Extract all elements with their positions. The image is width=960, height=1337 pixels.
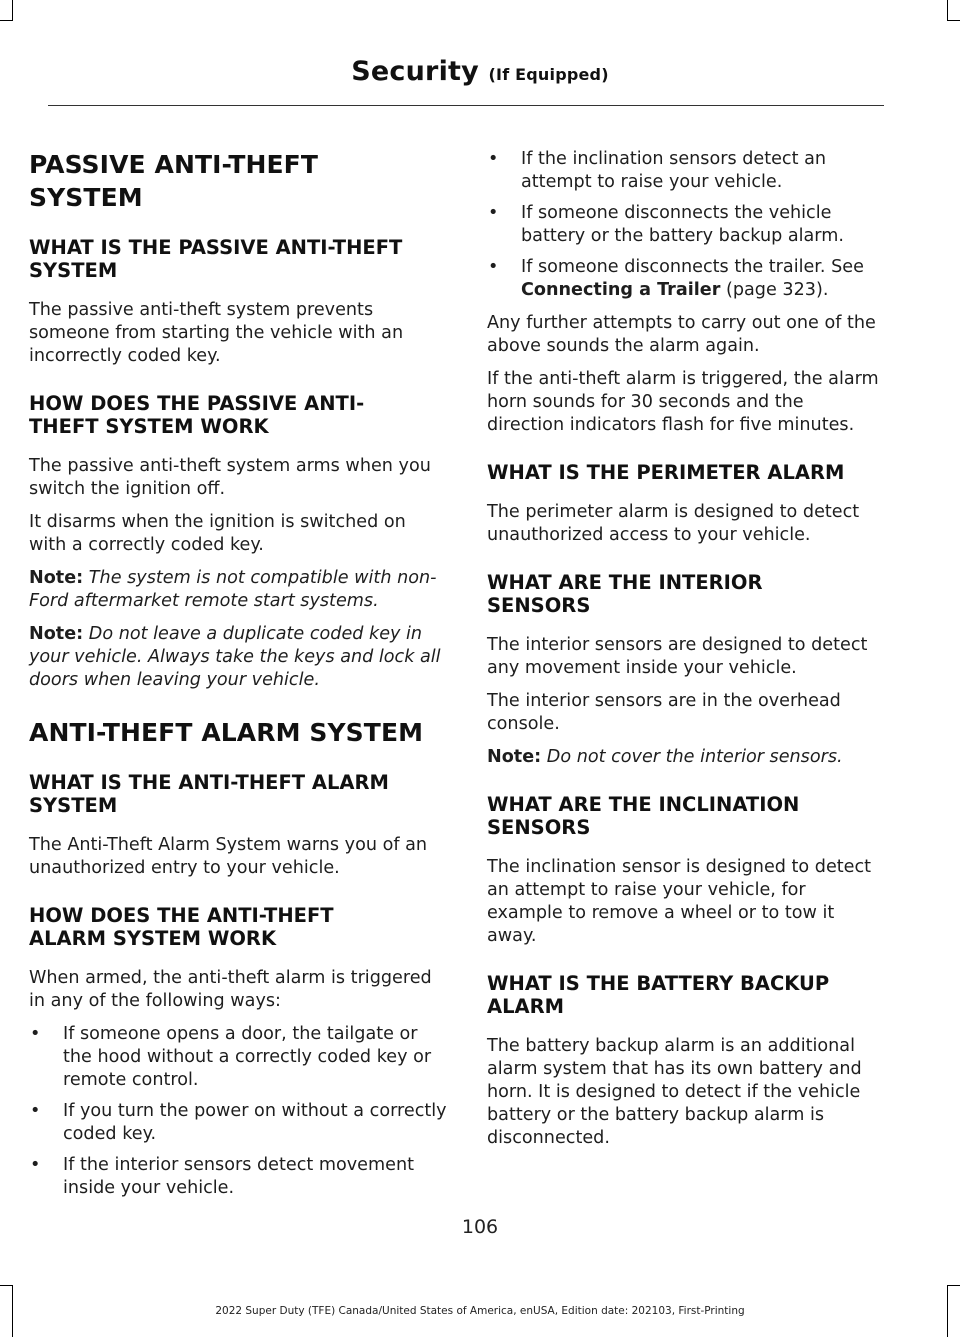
paragraph-interior-1: The interior sensors are designed to detect any movement inside your vehicle.	[487, 635, 868, 678]
list-item: • If someone disconnects the vehicle battery or the battery backup alarm.	[488, 203, 844, 246]
note-compatibility	[29, 567, 447, 613]
header-divider	[48, 105, 884, 106]
link-connecting-a-trailer[interactable]: Connecting a Trailer	[521, 280, 721, 300]
crop-mark-top-left-horizontal	[0, 20, 13, 21]
heading-inclination-sensors: WHAT ARE THE INCLINATION SENSORS	[487, 793, 800, 839]
paragraph-alarm-triggered: If the anti-theft alarm is triggered, the alarm horn sounds for 30 seconds and the direction indicators flash for five minutes.	[487, 369, 879, 435]
heading-what-is-alarm: WHAT IS THE ANTI-THEFT ALARM SYSTEM	[29, 771, 389, 817]
heading-battery-backup-alarm: WHAT IS THE BATTERY BACKUP ALARM	[487, 972, 830, 1018]
note-text: The system is not compatible with non-Ford aftermarket remote start systems.	[29, 568, 437, 611]
heading-how-alarm-works: HOW DOES THE ANTI-THEFT ALARM SYSTEM WORK	[29, 904, 334, 950]
bullet-icon: •	[488, 203, 499, 223]
header-subtitle: (If Equipped)	[488, 65, 609, 84]
heading-what-is-passive: WHAT IS THE PASSIVE ANTI-THEFT SYSTEM	[29, 236, 403, 282]
crop-mark-top-right-vertical	[947, 0, 948, 20]
trigger-list	[29, 1023, 447, 1200]
crop-mark-bottom-right-horizontal	[947, 1285, 960, 1286]
page-header	[0, 56, 960, 87]
paragraph-disarms: It disarms when the ignition is switched on with a correctly coded key.	[29, 512, 406, 555]
list-item: • If the inclination sensors detect an attempt to raise your vehicle.	[488, 149, 827, 192]
note-label: Note:	[487, 747, 542, 767]
right-column	[487, 148, 880, 1160]
list-item: • If someone disconnects the trailer. See Connecting a Trailer (page 323).	[488, 257, 864, 300]
paragraph-when-armed: When armed, the anti-theft alarm is triggered in any of the following ways:	[29, 968, 432, 1011]
bullet-icon: •	[488, 149, 499, 169]
bullet-icon: •	[30, 1101, 41, 1121]
bullet-icon: •	[30, 1024, 41, 1044]
list-item: • If the interior sensors detect movement inside your vehicle.	[30, 1155, 415, 1198]
note-duplicate-key	[29, 623, 447, 692]
paragraph-what-passive: The passive anti-theft system prevents someone from starting the vehicle with an incorrectly coded key.	[29, 300, 404, 366]
heading-perimeter-alarm: WHAT IS THE PERIMETER ALARM	[487, 461, 845, 484]
paragraph-what-alarm: The Anti-Theft Alarm System warns you of an unauthorized entry to your vehicle.	[29, 835, 428, 878]
footer-edition: 2022 Super Duty (TFE) Canada/United States of America, enUSA, Edition date: 202103, First-Printing	[215, 1305, 745, 1317]
list-item: • If someone opens a door, the tailgate or the hood without a correctly coded key or remote control.	[30, 1024, 432, 1090]
crop-mark-top-left-vertical	[12, 0, 13, 20]
heading-passive-anti-theft-system: PASSIVE ANTI-THEFT SYSTEM	[29, 150, 319, 212]
page-reference: (page 323).	[725, 280, 829, 300]
note-interior-sensors	[487, 746, 880, 769]
heading-how-passive-works: HOW DOES THE PASSIVE ANTI-THEFT SYSTEM WORK	[29, 392, 365, 438]
page-number: 106	[461, 1216, 499, 1238]
note-label: Note:	[29, 568, 84, 588]
bullet-icon: •	[488, 257, 499, 277]
crop-mark-bottom-left-horizontal	[0, 1285, 13, 1286]
paragraph-further-attempts: Any further attempts to carry out one of the above sounds the alarm again.	[487, 313, 876, 356]
crop-mark-top-right-horizontal	[947, 20, 960, 21]
list-item: • If you turn the power on without a correctly coded key.	[30, 1101, 447, 1144]
header-title: Security	[351, 56, 479, 87]
note-text: Do not cover the interior sensors.	[546, 747, 843, 767]
paragraph-perimeter: The perimeter alarm is designed to detect unauthorized access to your vehicle.	[487, 502, 860, 545]
bullet-icon: •	[30, 1155, 41, 1175]
left-column	[29, 148, 447, 1210]
paragraph-inclination: The inclination sensor is designed to detect an attempt to raise your vehicle, for example to remove a wheel or to tow it away.	[487, 857, 872, 946]
note-label: Note:	[29, 624, 84, 644]
paragraph-battery-backup: The battery backup alarm is an additional alarm system that has its own battery and horn. It is designed to detect if the vehicle battery or the battery backup alarm is disconnected.	[487, 1036, 862, 1148]
paragraph-arms: The passive anti-theft system arms when you switch the ignition off.	[29, 456, 431, 499]
note-text: Do not leave a duplicate coded key in your vehicle. Always take the keys and lock all doors when leaving your vehicle.	[29, 624, 441, 690]
trigger-list-continued	[487, 148, 880, 302]
heading-interior-sensors: WHAT ARE THE INTERIOR SENSORS	[487, 571, 763, 617]
heading-anti-theft-alarm-system: ANTI-THEFT ALARM SYSTEM	[29, 718, 424, 747]
paragraph-interior-2: The interior sensors are in the overhead console.	[487, 691, 841, 734]
